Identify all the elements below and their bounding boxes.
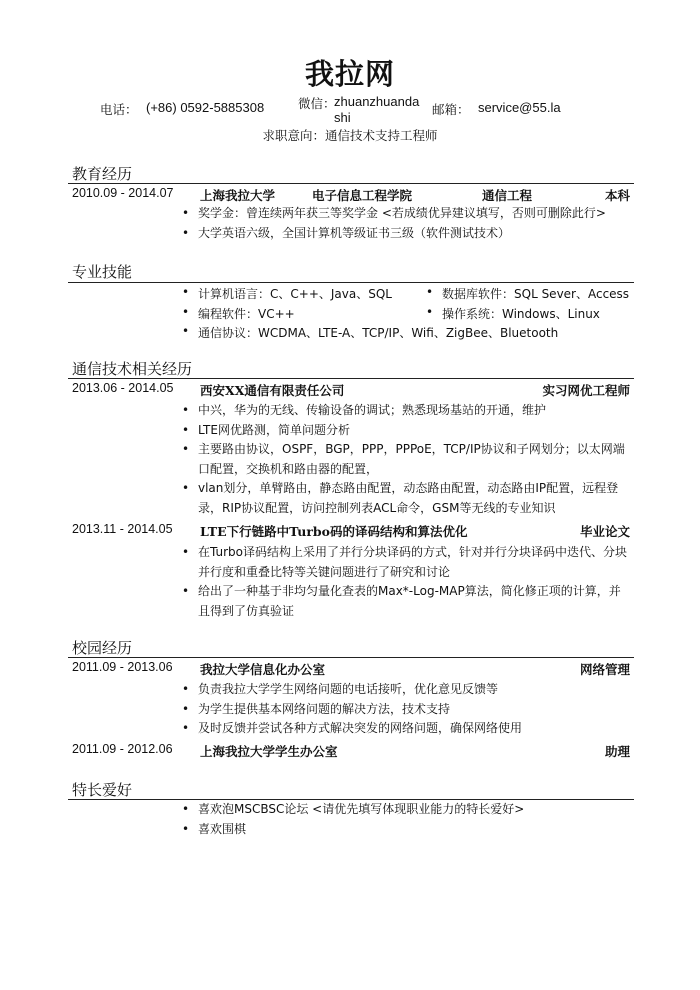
list-item: • 中兴，华为的无线、传输设备的调试；熟悉现场基站的开通，维护 [182,401,632,421]
entry-role: 毕业论文 [579,524,630,539]
list-item: • 喜欢泡MSCBSC论坛 <请优先填写体现职业能力的特长爱好> [182,800,632,820]
list-item: • LTE网优路测，简单问题分析 [182,421,632,441]
list-item: • 在Turbo译码结构上采用了并行分块译码的方式，针对并行分块译码中迭代、分块并行度和重叠比特等关键问题进行了研究和讨论 [182,543,632,582]
list-item: • 负责我拉大学学生网络问题的电话接听，优化意见反馈等 [182,680,632,700]
campus-bullets [182,680,632,739]
candidate-name: 我拉网 [304,57,395,91]
section-title-hobbies: 特长爱好 [72,781,133,799]
job-objective: 求职意向：通信技术支持工程师 [262,128,438,143]
section-divider [68,378,634,379]
list-item: • vlan划分，单臂路由，静态路由配置，动态路由配置，动态路由IP配置，远程登录，RIP协议配置，访问控制列表ACL命令，GSM等无线的专业知识 [182,479,632,518]
campus-entry [72,660,632,678]
wechat-value: zhuanzhuandashi [334,94,420,125]
list-item: • 主要路由协议，OSPF，BGP，PPP，PPPoE，TCP/IP协议和子网划分；以太网端口配置，交换机和路由器的配置， [182,440,632,479]
list-item: • 为学生提供基本网络问题的解决方法，技术支持 [182,700,632,720]
email-value: service@55.la [478,100,561,115]
entry-degree: 本科 [604,188,630,203]
entry-org: 西安XX通信有限责任公司 [200,383,345,398]
phone-label: 电话： [100,102,138,117]
section-title-campus: 校园经历 [72,639,133,657]
section-title-skills: 专业技能 [72,263,133,281]
section-divider [68,657,634,658]
entry-role: 助理 [604,744,630,759]
entry-date: 2011.09 - 2013.06 [72,660,173,674]
list-item: • 通信协议：WCDMA、LTE-A、TCP/IP、Wifi、ZigBee、Bluetooth [182,324,558,341]
thesis-bullets [182,543,632,621]
entry-role: 实习网优工程师 [542,383,630,398]
wechat-label: 微信： [298,96,336,111]
hobbies-bullets [182,800,632,839]
list-item: • 数据库软件：SQL Sever、Access [426,285,629,302]
section-title-education: 教育经历 [72,165,133,183]
list-item: • 喜欢围棋 [182,820,632,840]
entry-org: 我拉大学信息化办公室 [200,662,326,677]
list-item: • 给出了一种基于非均匀量化查表的Max*-Log-MAP算法，简化修正项的计算，并且得到了仿真验证 [182,582,632,621]
entry-major: 通信工程 [482,188,533,203]
entry-date: 2010.09 - 2014.07 [72,186,174,200]
list-item: • 操作系统：Windows、Linux [426,305,600,322]
entry-college: 电子信息工程学院 [312,188,413,203]
list-item: • 编程软件：VC++ [182,305,295,322]
list-item: • 计算机语言：C、C++、Java、SQL [182,285,392,302]
section-divider [68,183,634,184]
entry-org: 上海我拉大学学生办公室 [200,744,338,759]
list-item: • 大学英语六级，全国计算机等级证书三级（软件测试技术） [182,224,632,244]
entry-date: 2011.09 - 2012.06 [72,742,173,756]
section-divider [68,282,634,283]
entry-org: LTE下行链路中Turbo码的译码结构和算法优化 [200,524,468,539]
experience-entry [72,381,632,399]
education-entry [72,186,632,204]
entry-date: 2013.06 - 2014.05 [72,381,174,395]
list-item: • 及时反馈并尝试各种方式解决突发的网络问题，确保网络使用 [182,719,632,739]
education-bullets [182,204,632,243]
entry-role: 网络管理 [579,662,630,677]
phone-value: (+86) 0592-5885308 [146,100,265,115]
entry-school: 上海我拉大学 [200,188,276,203]
entry-date: 2013.11 - 2014.05 [72,522,173,536]
email-label: 邮箱： [432,102,470,117]
section-title-experience: 通信技术相关经历 [72,360,193,378]
contact-info [100,94,620,124]
campus-entry [72,742,632,760]
experience-entry [72,522,632,540]
list-item: • 奖学金：曾连续两年获三等奖学金 <若成绩优异建议填写，否则可删除此行> [182,204,632,224]
experience-bullets [182,401,632,518]
